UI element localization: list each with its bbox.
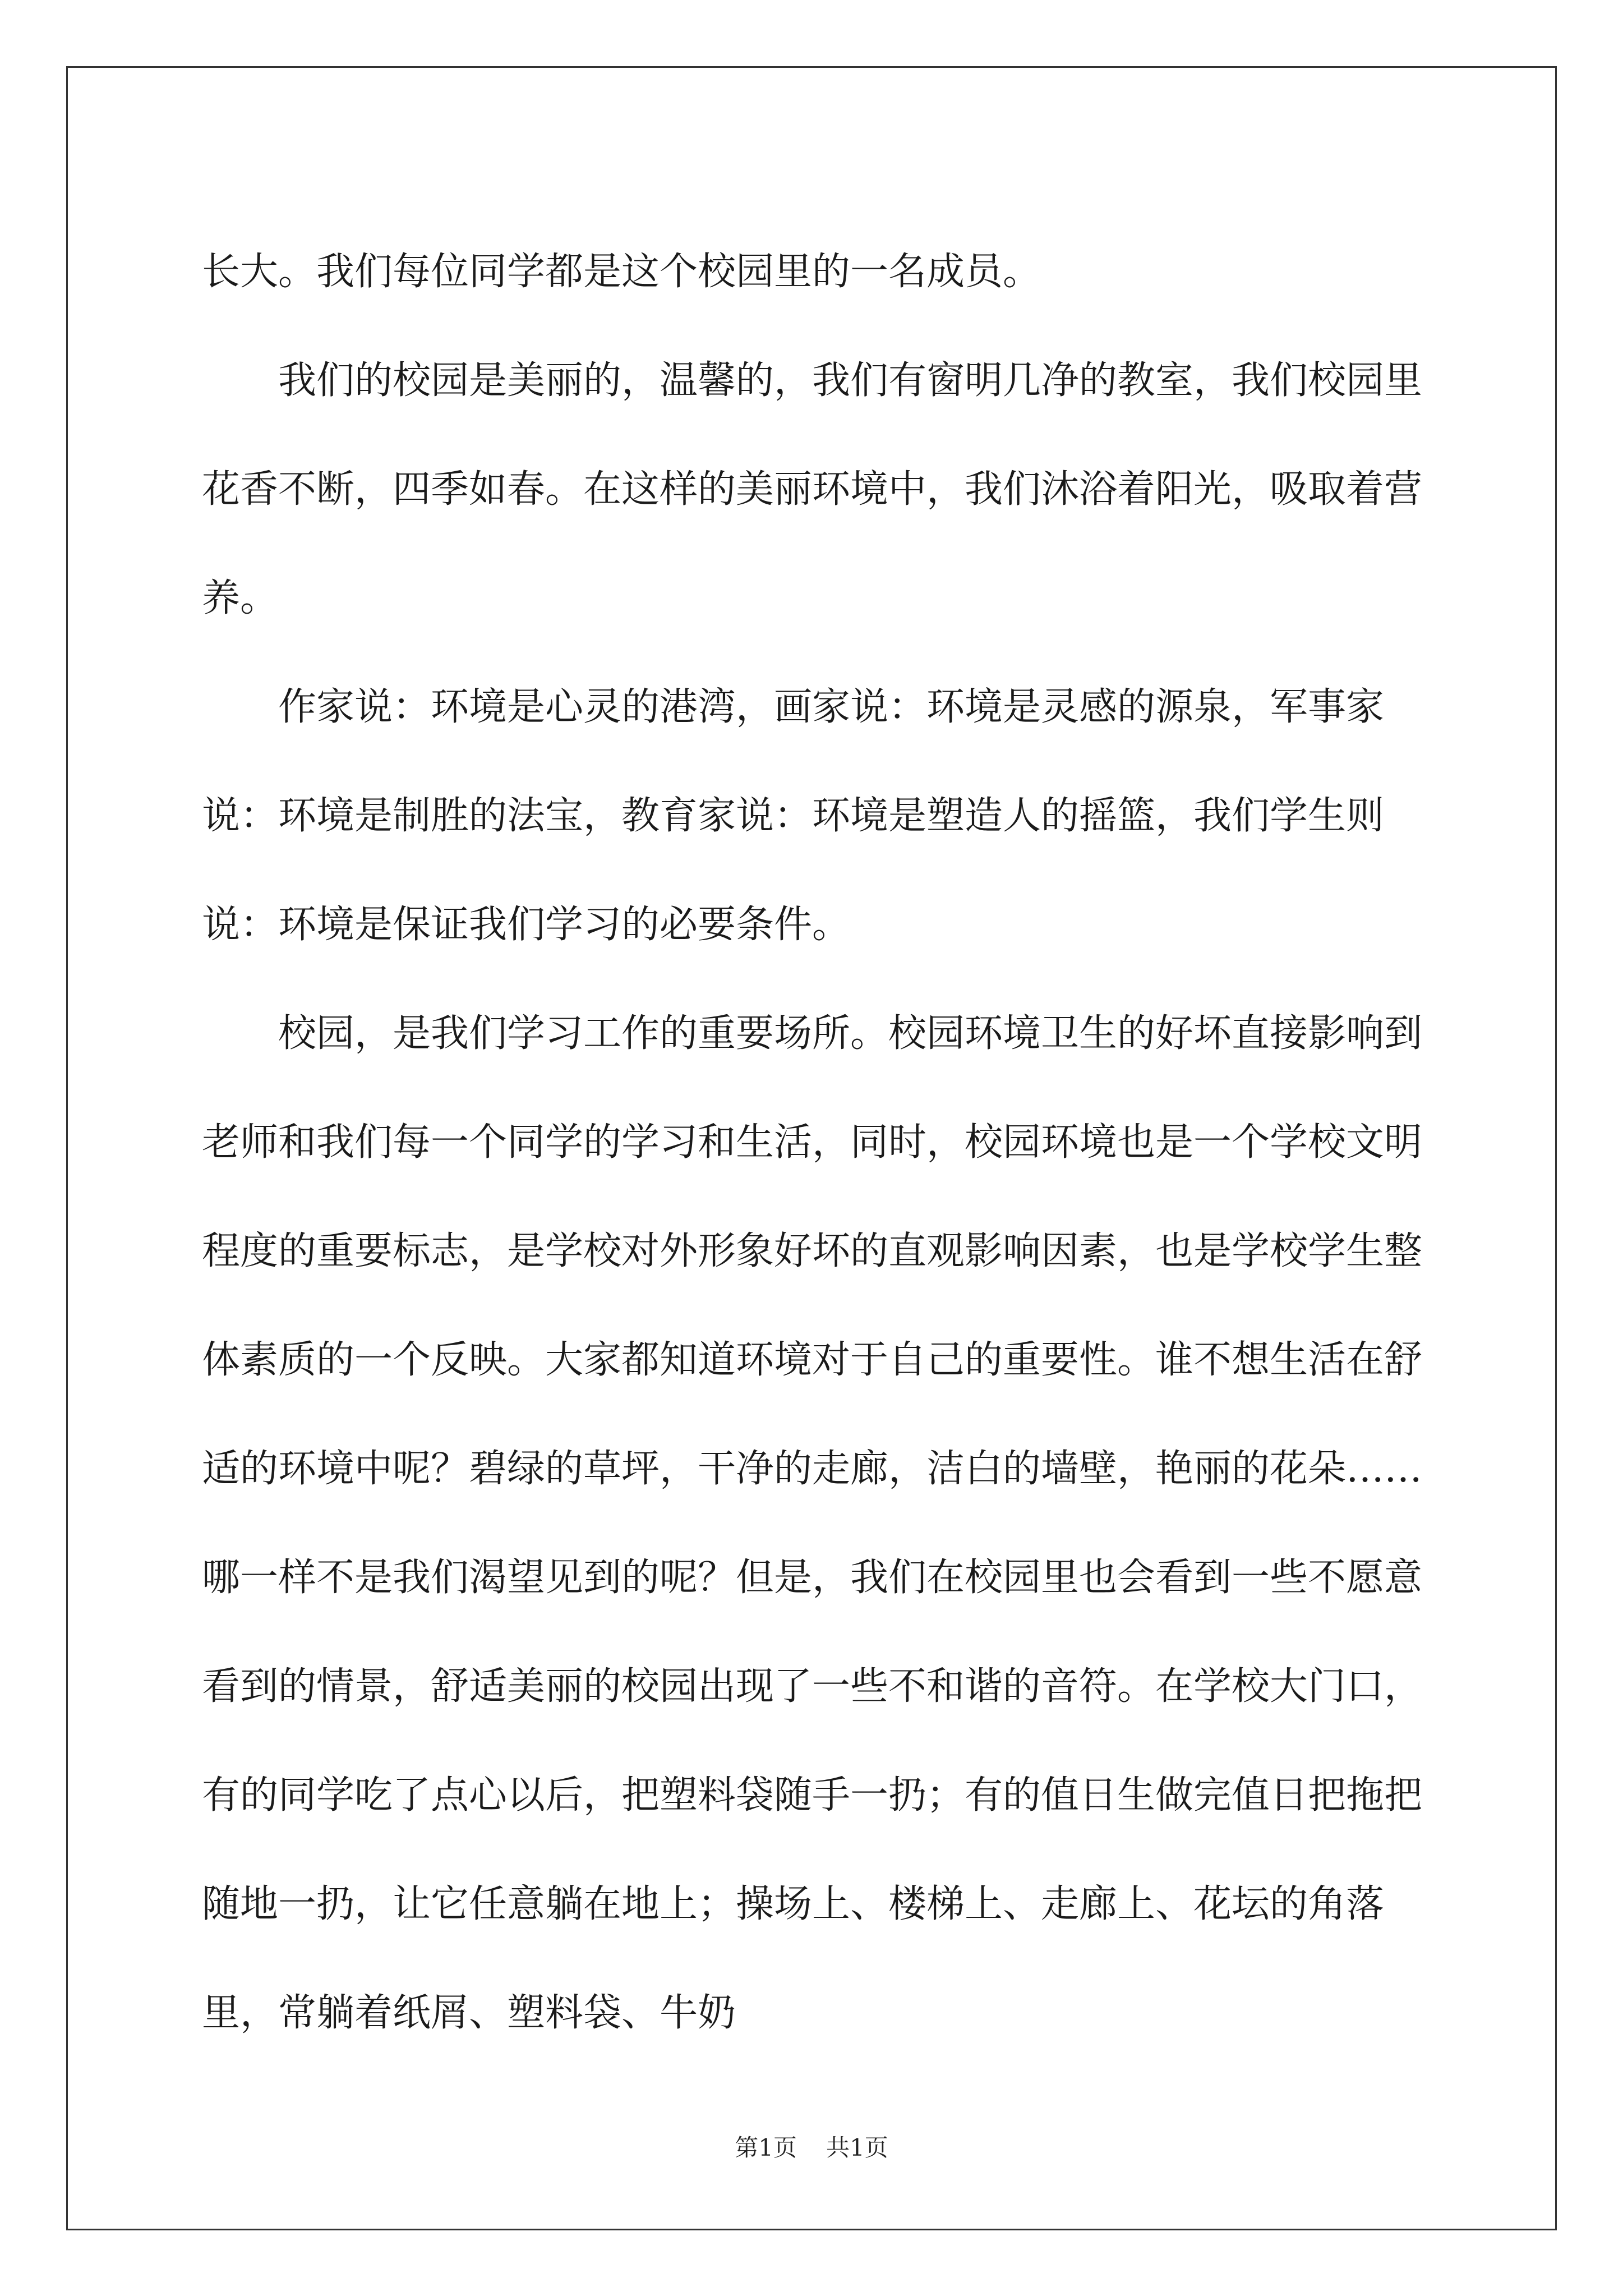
page-total: 共1页 — [826, 2134, 888, 2161]
paragraph-environment-quotes: 作家说：环境是心灵的港湾，画家说：环境是灵感的源泉，军事家说：环境是制胜的法宝，教育家说：环境是塑造人的摇篮，我们学生则说：环境是保证我们学习的必要条件。 — [202, 685, 1385, 947]
page-footer — [0, 2129, 1623, 2163]
paragraph-campus-beauty: 我们的校园是美丽的，温馨的，我们有窗明几净的教室，我们校园里花香不断，四季如春。在这样的美丽环境中，我们沐浴着阳光，吸取着营养。 — [202, 358, 1423, 620]
paragraph-continued: 长大。我们每位同学都是这个校园里的一名成员。 — [202, 250, 1041, 294]
paragraph-campus-hygiene: 校园，是我们学习工作的重要场所。校园环境卫生的好坏直接影响到老师和我们每一个同学的学习和生活，同时，校园环境也是一个学校文明程度的重要标志，是学校对外形象好坏的直观影响因素，也是学校学生整体素质的一个反映。大家都知道环境对于自己的重要性。谁不想生活在舒适的环境中呢？碧绿的草坪，干净的走廊，洁白的墙壁，艳丽的花朵……哪一样不是我们渴望见到的呢？但是，我们在校园里也会看到一些不愿意看到的情景，舒适美丽的校园出现了一些不和谐的音符。在学校大门口，有的同学吃了点心以后，把塑料袋随手一扔；有的值日生做完值日把拖把随地一扔，让它任意躺在地上；操场上、楼梯上、走廊上、花坛的角落里，常躺着纸屑、塑料袋、牛奶 — [202, 1011, 1423, 2035]
page-number: 第1页 — [735, 2134, 797, 2161]
document-body — [202, 218, 1436, 2068]
